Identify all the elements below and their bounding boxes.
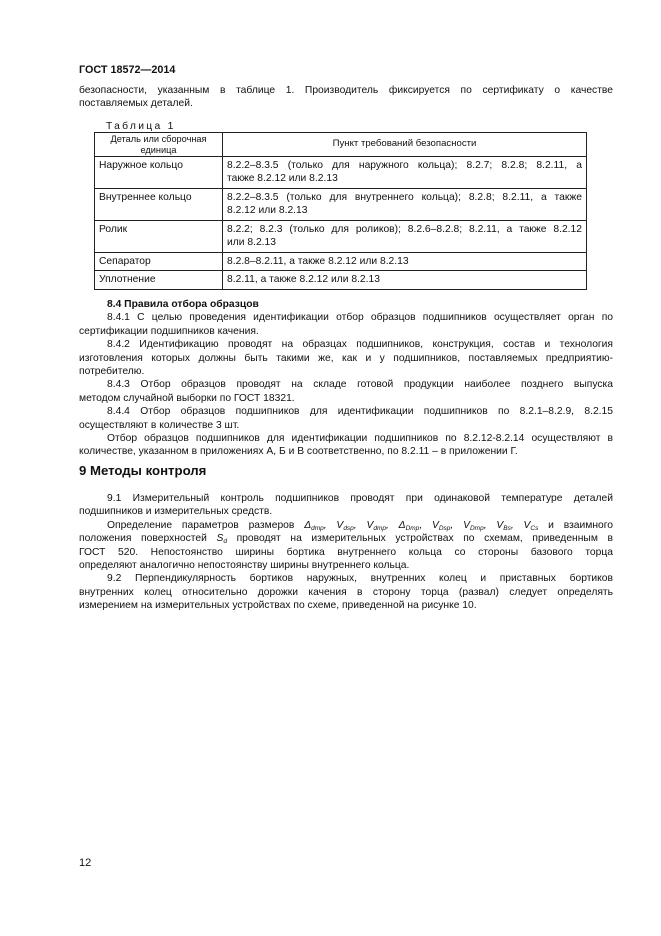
paragraph-line: количестве, указанном в приложениях А, Б и В соответственно, по 8.2.11 – в приложении Г.: [79, 446, 518, 458]
table-cell-part: Сепаратор: [95, 253, 223, 271]
paragraph-line: 9.1 Измерительный контроль подшипников проводят при одинаковой температуре деталей: [107, 493, 613, 504]
text-span: положения поверхностей: [79, 533, 207, 545]
document-header: ГОСТ 18572—2014: [79, 64, 176, 76]
paragraph-line: определяют аналогично непостоянству ширины внутреннего кольца.: [79, 560, 410, 572]
column-header-requirements: Пункт требований безопасности: [223, 133, 587, 157]
table-header-row: [95, 133, 587, 157]
table-cell-requirements: [223, 189, 587, 221]
paragraph-line: 8.4.2 Идентификацию проводят на образцах подшипников, конструкция, состав и технология: [107, 339, 613, 351]
formula-symbols: $\Delta_{dmp}$, $V_{dsp}$, $V_{dmp}$, $\Delta_{Dmp}$, $V_{Dsp}$, $V_{Dmp}$, $V_{Bs}$, $V_{Cs}$: [304, 519, 539, 532]
paragraph-line: сертификации подшипников качения.: [79, 325, 259, 337]
section-title: 8.4 Правила отбора образцов: [107, 299, 259, 310]
paragraph-line: [79, 532, 613, 545]
text-span: и взаимного: [548, 519, 614, 531]
table-cell-part: Наружное кольцо: [95, 157, 223, 189]
paragraph-line: 8.4.4 Отбор образцов подшипников для идентификации подшипников по 8.2.1–8.2.9, 8.2.15: [107, 406, 613, 418]
cell-line: или 8.2.13: [227, 237, 277, 249]
table-cell-part: Уплотнение: [95, 271, 223, 289]
paragraph-line: методом случайной выборки по ГОСТ 18321.: [79, 392, 295, 404]
table-row: [95, 189, 587, 221]
formula-symbols: $S_d$: [216, 533, 227, 546]
paragraph-line: [79, 519, 613, 532]
intro-paragraph: [79, 84, 613, 111]
page-number: 12: [79, 857, 92, 869]
cell-line: 8.2.2–8.3.5 (только для наружного кольца); 8.2.7; 8.2.8; 8.2.11, а: [227, 160, 582, 171]
section-9: [79, 492, 613, 613]
table-cell-requirements: [223, 157, 587, 189]
table-row: [95, 157, 587, 189]
table-row: [95, 221, 587, 253]
paragraph-line: изготовления которых должны быть такими же, как и у подшипников, поставляемых предприятию-: [79, 352, 613, 364]
intro-line: безопасности, указанным в таблице 1. Производитель фиксируется по сертификату о качестве: [79, 85, 613, 96]
column-header-part: Деталь или сборочная единица: [95, 133, 223, 157]
table-cell-part: Ролик: [95, 221, 223, 253]
paragraph-line: 8.4.1 С целью проведения идентификации отбор образцов подшипников осуществляет орган по: [107, 312, 613, 324]
table-caption: Таблица 1: [106, 121, 176, 132]
cell-line: также 8.2.12 или 8.2.13: [227, 173, 338, 185]
section-9-title: 9 Методы контроля: [79, 463, 207, 478]
table-row: [95, 271, 587, 289]
text-span: проводят на измерительных устройствах по схемам, приведенным в: [236, 533, 613, 545]
text-span: Определение параметров размеров: [107, 519, 295, 531]
paragraph-line: подшипников и измерительных средств.: [79, 506, 273, 518]
paragraph-line: потребителю.: [79, 366, 145, 378]
paragraph-line: внутренних колец относительно дорожки качения в сторону торца (развал) следует определять: [79, 586, 613, 598]
intro-line: поставляемых деталей.: [79, 98, 193, 110]
cell-line: 8.2.2–8.3.5 (только для внутреннего кольца); 8.2.8; 8.2.11, а также: [227, 192, 582, 203]
paragraph-line: 9.2 Перпендикулярность бортиков наружных, внутренних колец и приставных бортиков: [107, 573, 613, 585]
section-8-4: [79, 298, 613, 459]
paragraph-line: Отбор образцов подшипников для идентификации подшипников по 8.2.12-8.2.14 осуществляют в: [107, 433, 613, 445]
paragraph-line: ГОСТ 520. Непостоянство ширины бортика внутреннего кольца со стороны базового торца: [79, 546, 613, 558]
table-cell-requirements: [223, 221, 587, 253]
paragraph-line: 8.4.3 Отбор образцов проводят на складе готовой продукции наиболее позднего выпуска: [107, 379, 613, 391]
paragraph-line: измерением на измерительных устройствах по схеме, приведенной на рисунке 10.: [79, 600, 477, 612]
paragraph-line: осуществляют в количестве 3 шт.: [79, 419, 240, 431]
table-cell-requirements: 8.2.11, а также 8.2.12 или 8.2.13: [223, 271, 587, 289]
cell-line: 8.2.12 или 8.2.13: [227, 205, 308, 217]
cell-line: 8.2.2; 8.2.3 (только для роликов); 8.2.6–8.2.8; 8.2.11, а также 8.2.12: [227, 224, 582, 235]
table-cell-requirements: 8.2.8–8.2.11, а также 8.2.12 или 8.2.13: [223, 253, 587, 271]
table-cell-part: Внутреннее кольцо: [95, 189, 223, 221]
safety-requirements-table: [94, 132, 587, 290]
table-row: [95, 253, 587, 271]
